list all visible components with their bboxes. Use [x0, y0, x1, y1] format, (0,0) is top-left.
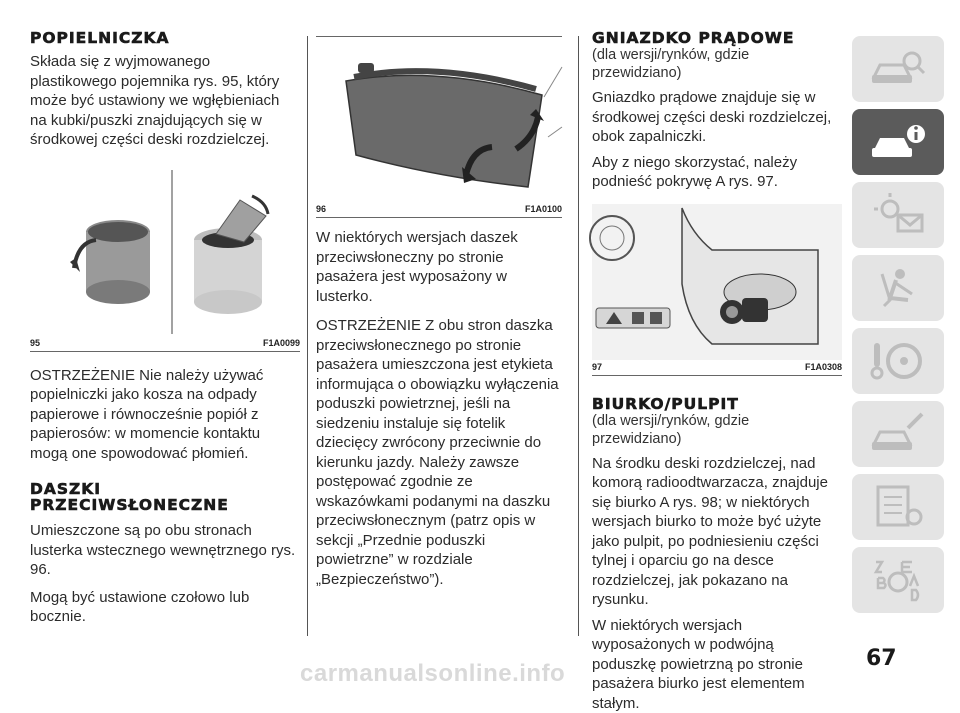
figure-number: 95 — [30, 338, 40, 348]
desk-paragraph: Na środku deski rozdzielczej, nad komorą radioodtwarzacza, znajduje się biurko A rys. 98; w niektórych wersjach biurko to może być użyte jako pulpit, po podniesieniu części tylnej i oparciu go na desce rozdzielczej, jak pokazano na rysunku. — [592, 454, 842, 610]
sun-visor-heading-line1: DASZKI — [30, 480, 101, 498]
figure-97 — [592, 204, 842, 376]
ashtray-illustration — [30, 170, 300, 352]
tab-index[interactable] — [852, 547, 944, 613]
car-wrench-icon — [868, 410, 928, 458]
figure-number: 97 — [592, 362, 602, 372]
steering-key-icon — [868, 337, 928, 385]
tab-warning-lights[interactable] — [852, 182, 944, 248]
desk-heading: BIURKO/PULPIT — [592, 396, 842, 412]
power-socket-subheading: (dla wersji/rynków, gdzie przewidziano) — [592, 46, 842, 82]
warning-light-icon — [868, 191, 928, 239]
page-number: 67 — [866, 646, 897, 671]
sun-visor-position-paragraph: Mogą być ustawione czołowo lub bocznie. — [30, 588, 300, 627]
power-socket-heading: GNIAZDKO PRĄDOWE — [592, 30, 842, 46]
desk-subheading: (dla wersji/rynków, gdzie przewidziano) — [592, 412, 842, 448]
document-list-icon — [868, 483, 928, 531]
chapter-tabs — [852, 36, 952, 620]
car-search-icon — [868, 45, 928, 93]
watermark: carmanualsonline.info — [300, 660, 565, 688]
airbag-label-warning: OSTRZEŻENIE Z obu stron daszka przeciwsłonecznego po stronie pasażera umieszczona jest etykieta informująca o obowiązku wyłączenia poduszki powietrznej, jeśli na siedzeniu instaluje się fotelik dziecięcy zwrócony przeciwnie do kierunku jazdy. Należy zawsze postępować zgodnie ze wskazówkami podanymi na daszku przeciwsłonecznym (patrz opis w sekcji „Przednie poduszki powietrzne” w rozdziale „Bezpieczeństwo”). — [316, 316, 562, 589]
figure-code: F1A0099 — [263, 338, 300, 348]
sun-visor-heading — [30, 481, 300, 513]
tab-car-info[interactable] — [852, 109, 944, 175]
alphabet-index-icon — [868, 556, 928, 604]
power-socket-paragraph: Gniazdko prądowe znajduje się w środkowej części deski rozdzielczej, obok zapalniczki. — [592, 88, 842, 147]
figure-code: F1A0100 — [525, 204, 562, 214]
column-divider — [307, 36, 308, 636]
car-info-icon — [868, 118, 928, 166]
ashtray-warning: OSTRZEŻENIE Nie należy używać popielniczki jako kosza na odpady papierowe i równocześnie popiół z papierosów: w momencie kontaktu mogą one spowodować płomień. — [30, 366, 300, 464]
ashtray-heading: POPIELNICZKA — [30, 30, 300, 46]
sun-visor-paragraph: Umieszczone są po obu stronach lusterka wstecznego wewnętrznego rys. 96. — [30, 521, 300, 580]
seat-airbag-icon — [868, 264, 928, 312]
desk-airbag-paragraph: W niektórych wersjach wyposażonych w podwójną poduszkę powietrzną po stronie pasażera biurko jest elementem stałym. — [592, 616, 842, 713]
column-left — [30, 30, 300, 627]
figure-number: 96 — [316, 204, 326, 214]
ashtray-paragraph: Składa się z wyjmowanego plastikowego pojemnika rys. 95, który może być ustawiony we wgłębieniach na kubki/puszki znajdujących się w środkowej części deski rozdzielczej. — [30, 52, 300, 150]
column-divider — [578, 36, 579, 636]
visor-mirror-paragraph: W niektórych wersjach daszek przeciwsłoneczny po stronie pasażera jest wyposażony w lusterko. — [316, 228, 562, 306]
power-socket-illustration — [592, 204, 842, 376]
power-socket-instruction: Aby z niego skorzystać, należy podnieść pokrywę A rys. 97. — [592, 153, 842, 192]
figure-95 — [30, 170, 300, 352]
column-middle — [316, 36, 562, 589]
tab-safety[interactable] — [852, 255, 944, 321]
sun-visor-heading-line2: PRZECIWSŁONECZNE — [30, 496, 229, 514]
figure-96 — [316, 36, 562, 218]
tab-car-search[interactable] — [852, 36, 944, 102]
tab-emergency[interactable] — [852, 401, 944, 467]
sun-visor-illustration — [316, 37, 562, 219]
tab-technical-data[interactable] — [852, 474, 944, 540]
column-right — [592, 30, 842, 713]
figure-code: F1A0308 — [805, 362, 842, 372]
tab-starting-driving[interactable] — [852, 328, 944, 394]
